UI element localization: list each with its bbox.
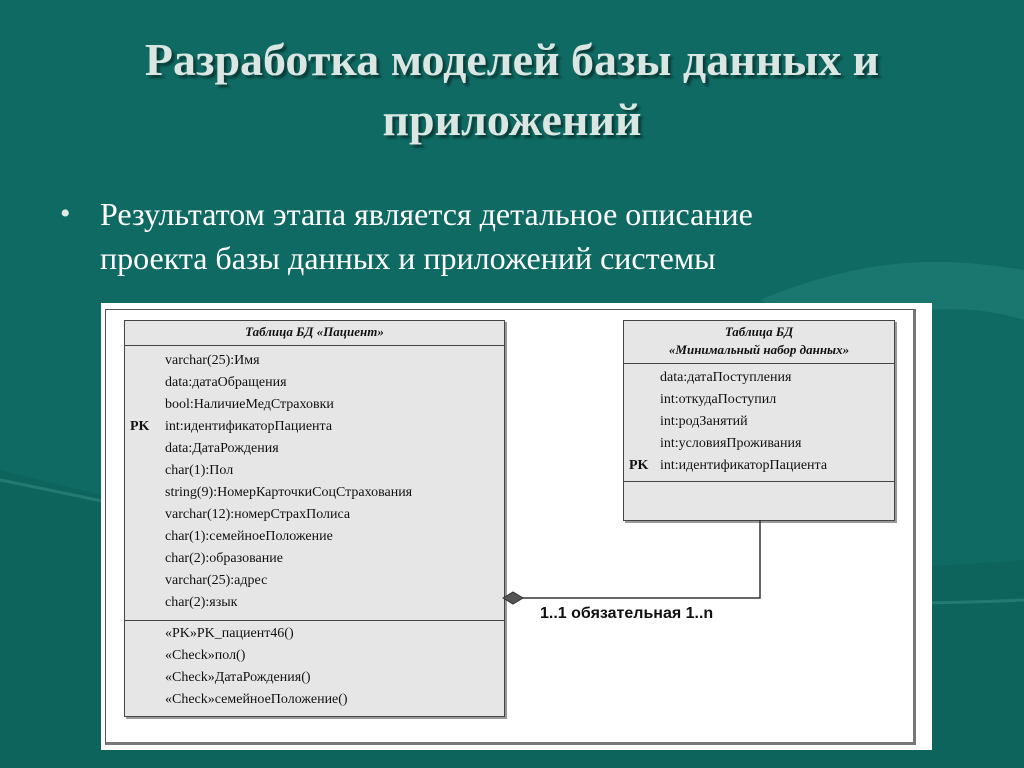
- attribute-text: int:родЗанятий: [660, 414, 748, 429]
- attribute-text: int:откудаПоступил: [660, 392, 777, 407]
- table-row: [125, 689, 504, 711]
- table-row: [125, 350, 504, 372]
- slide-title: [0, 30, 1024, 150]
- method-text: «Check»пол(): [165, 648, 246, 663]
- attribute-text: data:ДатаРождения: [165, 441, 279, 456]
- attribute-text: varchar(25):адрес: [165, 573, 268, 588]
- er-diagram: [101, 303, 932, 750]
- title-line-1: Разработка моделей базы данных и: [144, 34, 880, 85]
- patient-table-methods: [125, 621, 504, 711]
- table-row: [125, 482, 504, 504]
- attribute-text: data:датаОбращения: [165, 375, 287, 390]
- bullet-line-2: проекта базы данных и приложений системы: [100, 240, 716, 276]
- table-row: [624, 455, 894, 477]
- table-row: [125, 667, 504, 689]
- table-row: [125, 592, 504, 614]
- attribute-text: char(1):Пол: [165, 463, 234, 478]
- table-row: [125, 372, 504, 394]
- title-line-2: приложений: [382, 94, 642, 145]
- minimal-data-table: [623, 320, 895, 521]
- attribute-text: int:идентификаторПациента: [165, 419, 333, 434]
- table-row: [125, 526, 504, 548]
- table-row: [125, 394, 504, 416]
- table-row: [125, 645, 504, 667]
- attribute-text: char(2):образование: [165, 551, 283, 566]
- minimal-table-title: [624, 321, 894, 364]
- method-text: «Check»ДатаРождения(): [165, 670, 311, 685]
- bullet-symbol: •: [60, 197, 71, 230]
- minimal-table-title-line-1: Таблица БД: [724, 324, 794, 339]
- attribute-text: char(2):язык: [165, 595, 238, 610]
- primary-key-marker: PK: [130, 419, 150, 434]
- attribute-text: int:условияПроживания: [660, 436, 802, 451]
- minimal-table-attributes: [624, 364, 894, 482]
- table-row: [624, 411, 894, 433]
- patient-table-title: Таблица БД «Пациент»: [125, 321, 504, 346]
- attribute-text: varchar(12):номерСтрахПолиса: [165, 507, 351, 522]
- table-row: [624, 367, 894, 389]
- table-row: [125, 416, 504, 438]
- method-text: «PK»PK_пациент46(): [165, 626, 294, 641]
- patient-table-attributes: [125, 346, 504, 621]
- attribute-text: bool:НаличиеМедСтраховки: [165, 397, 334, 412]
- relationship-label: 1..1 обязательная 1..n: [540, 605, 714, 622]
- attribute-text: string(9):НомерКарточкиСоцСтрахования: [165, 485, 413, 500]
- method-text: «Check»семейноеПоложение(): [165, 692, 348, 707]
- table-row: [125, 570, 504, 592]
- attribute-text: data:датаПоступления: [660, 370, 792, 385]
- patient-table: [124, 320, 505, 717]
- table-row: [624, 389, 894, 411]
- attribute-text: varchar(25):Имя: [165, 353, 260, 368]
- table-row: [125, 548, 504, 570]
- table-row: [125, 438, 504, 460]
- table-row: [125, 504, 504, 526]
- bullet-text: [100, 192, 980, 280]
- attribute-text: char(1):семейноеПоложение: [165, 529, 333, 544]
- table-row: [125, 623, 504, 645]
- bullet-line-1: Результатом этапа является детальное описание: [100, 196, 753, 232]
- attribute-text: int:идентификаторПациента: [660, 458, 828, 473]
- minimal-table-title-line-2: «Минимальный набор данных»: [668, 342, 850, 357]
- table-row: [624, 433, 894, 455]
- primary-key-marker: PK: [629, 458, 649, 473]
- table-row: [125, 460, 504, 482]
